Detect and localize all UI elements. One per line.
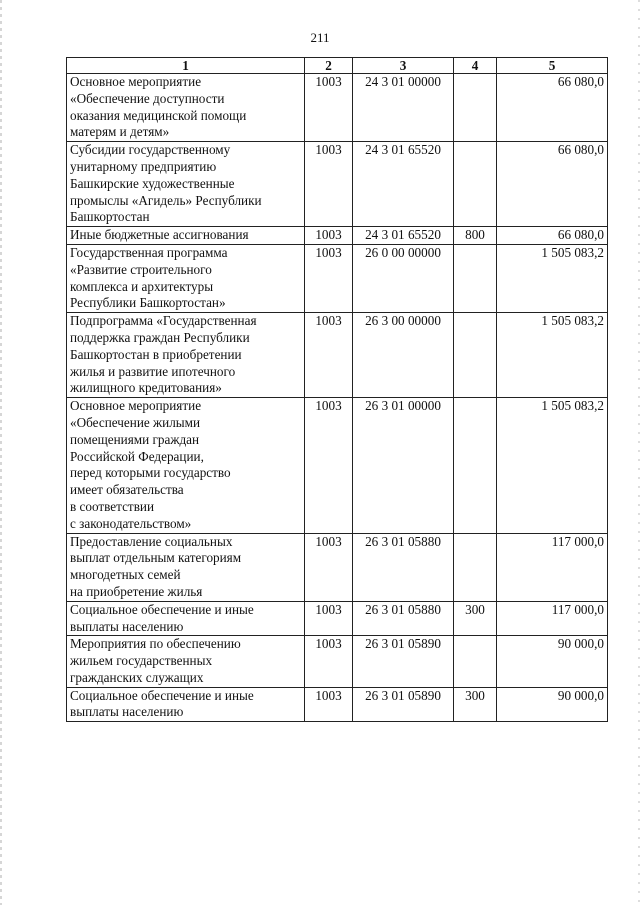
row-name: Основное мероприятие «Обеспечение доступности оказания медицинской помощи матерям и детям» (67, 74, 305, 142)
row-section-code: 1003 (305, 227, 353, 245)
row-expense-type (454, 142, 497, 227)
row-amount: 1 505 083,2 (497, 313, 608, 398)
row-amount: 66 080,0 (497, 74, 608, 142)
row-amount: 90 000,0 (497, 636, 608, 687)
table-row (67, 74, 608, 142)
table-row (67, 533, 608, 601)
row-section-code: 1003 (305, 687, 353, 722)
row-section-code: 1003 (305, 142, 353, 227)
row-expense-type (454, 636, 497, 687)
table-row (67, 142, 608, 227)
row-amount: 1 505 083,2 (497, 398, 608, 533)
row-section-code: 1003 (305, 244, 353, 312)
row-target-article: 26 3 01 05890 (353, 687, 454, 722)
row-target-article: 26 0 00 00000 (353, 244, 454, 312)
table-row (67, 313, 608, 398)
row-amount: 66 080,0 (497, 142, 608, 227)
row-amount: 90 000,0 (497, 687, 608, 722)
row-section-code: 1003 (305, 313, 353, 398)
row-section-code: 1003 (305, 601, 353, 636)
table-row (67, 244, 608, 312)
row-name: Социальное обеспечение и иные выплаты населению (67, 687, 305, 722)
row-section-code: 1003 (305, 74, 353, 142)
table-row (67, 227, 608, 245)
table-row (67, 687, 608, 722)
row-name: Социальное обеспечение и иные выплаты населению (67, 601, 305, 636)
row-amount: 117 000,0 (497, 533, 608, 601)
row-name: Государственная программа «Развитие строительного комплекса и архитектуры Республики Башкортостан» (67, 244, 305, 312)
row-name: Мероприятия по обеспечению жильем государственных гражданских служащих (67, 636, 305, 687)
header-col-3: 3 (353, 58, 454, 74)
table-body (67, 74, 608, 722)
row-amount: 1 505 083,2 (497, 244, 608, 312)
table-header (67, 58, 608, 74)
row-section-code: 1003 (305, 636, 353, 687)
row-expense-type: 300 (454, 687, 497, 722)
row-expense-type: 300 (454, 601, 497, 636)
header-row (67, 58, 608, 74)
scan-edge-left (0, 0, 2, 905)
row-amount: 66 080,0 (497, 227, 608, 245)
table-row (67, 601, 608, 636)
row-expense-type (454, 74, 497, 142)
row-name: Подпрограмма «Государственная поддержка граждан Республики Башкортостан в приобретении жилья и развитие ипотечного жилищного кредитования» (67, 313, 305, 398)
row-target-article: 26 3 01 05890 (353, 636, 454, 687)
row-amount: 117 000,0 (497, 601, 608, 636)
row-target-article: 26 3 00 00000 (353, 313, 454, 398)
row-section-code: 1003 (305, 533, 353, 601)
table-row (67, 398, 608, 533)
row-name: Субсидии государственному унитарному предприятию Башкирские художественные промыслы «Агидель» Республики Башкортостан (67, 142, 305, 227)
header-col-5: 5 (497, 58, 608, 74)
row-expense-type (454, 244, 497, 312)
row-section-code: 1003 (305, 398, 353, 533)
row-expense-type (454, 398, 497, 533)
row-target-article: 24 3 01 65520 (353, 227, 454, 245)
row-expense-type (454, 313, 497, 398)
header-col-4: 4 (454, 58, 497, 74)
header-col-2: 2 (305, 58, 353, 74)
row-target-article: 24 3 01 65520 (353, 142, 454, 227)
row-target-article: 26 3 01 00000 (353, 398, 454, 533)
row-name: Предоставление социальных выплат отдельным категориям многодетных семей на приобретение жилья (67, 533, 305, 601)
row-target-article: 24 3 01 00000 (353, 74, 454, 142)
row-name: Основное мероприятие «Обеспечение жилыми помещениями граждан Российской Федерации, перед которыми государство имеет обязательства в соответствии с законодательством» (67, 398, 305, 533)
row-expense-type: 800 (454, 227, 497, 245)
header-col-1: 1 (67, 58, 305, 74)
row-target-article: 26 3 01 05880 (353, 601, 454, 636)
page-number: 211 (310, 30, 330, 45)
table-row (67, 636, 608, 687)
row-name: Иные бюджетные ассигнования (67, 227, 305, 245)
row-target-article: 26 3 01 05880 (353, 533, 454, 601)
row-expense-type (454, 533, 497, 601)
budget-table (66, 57, 608, 722)
